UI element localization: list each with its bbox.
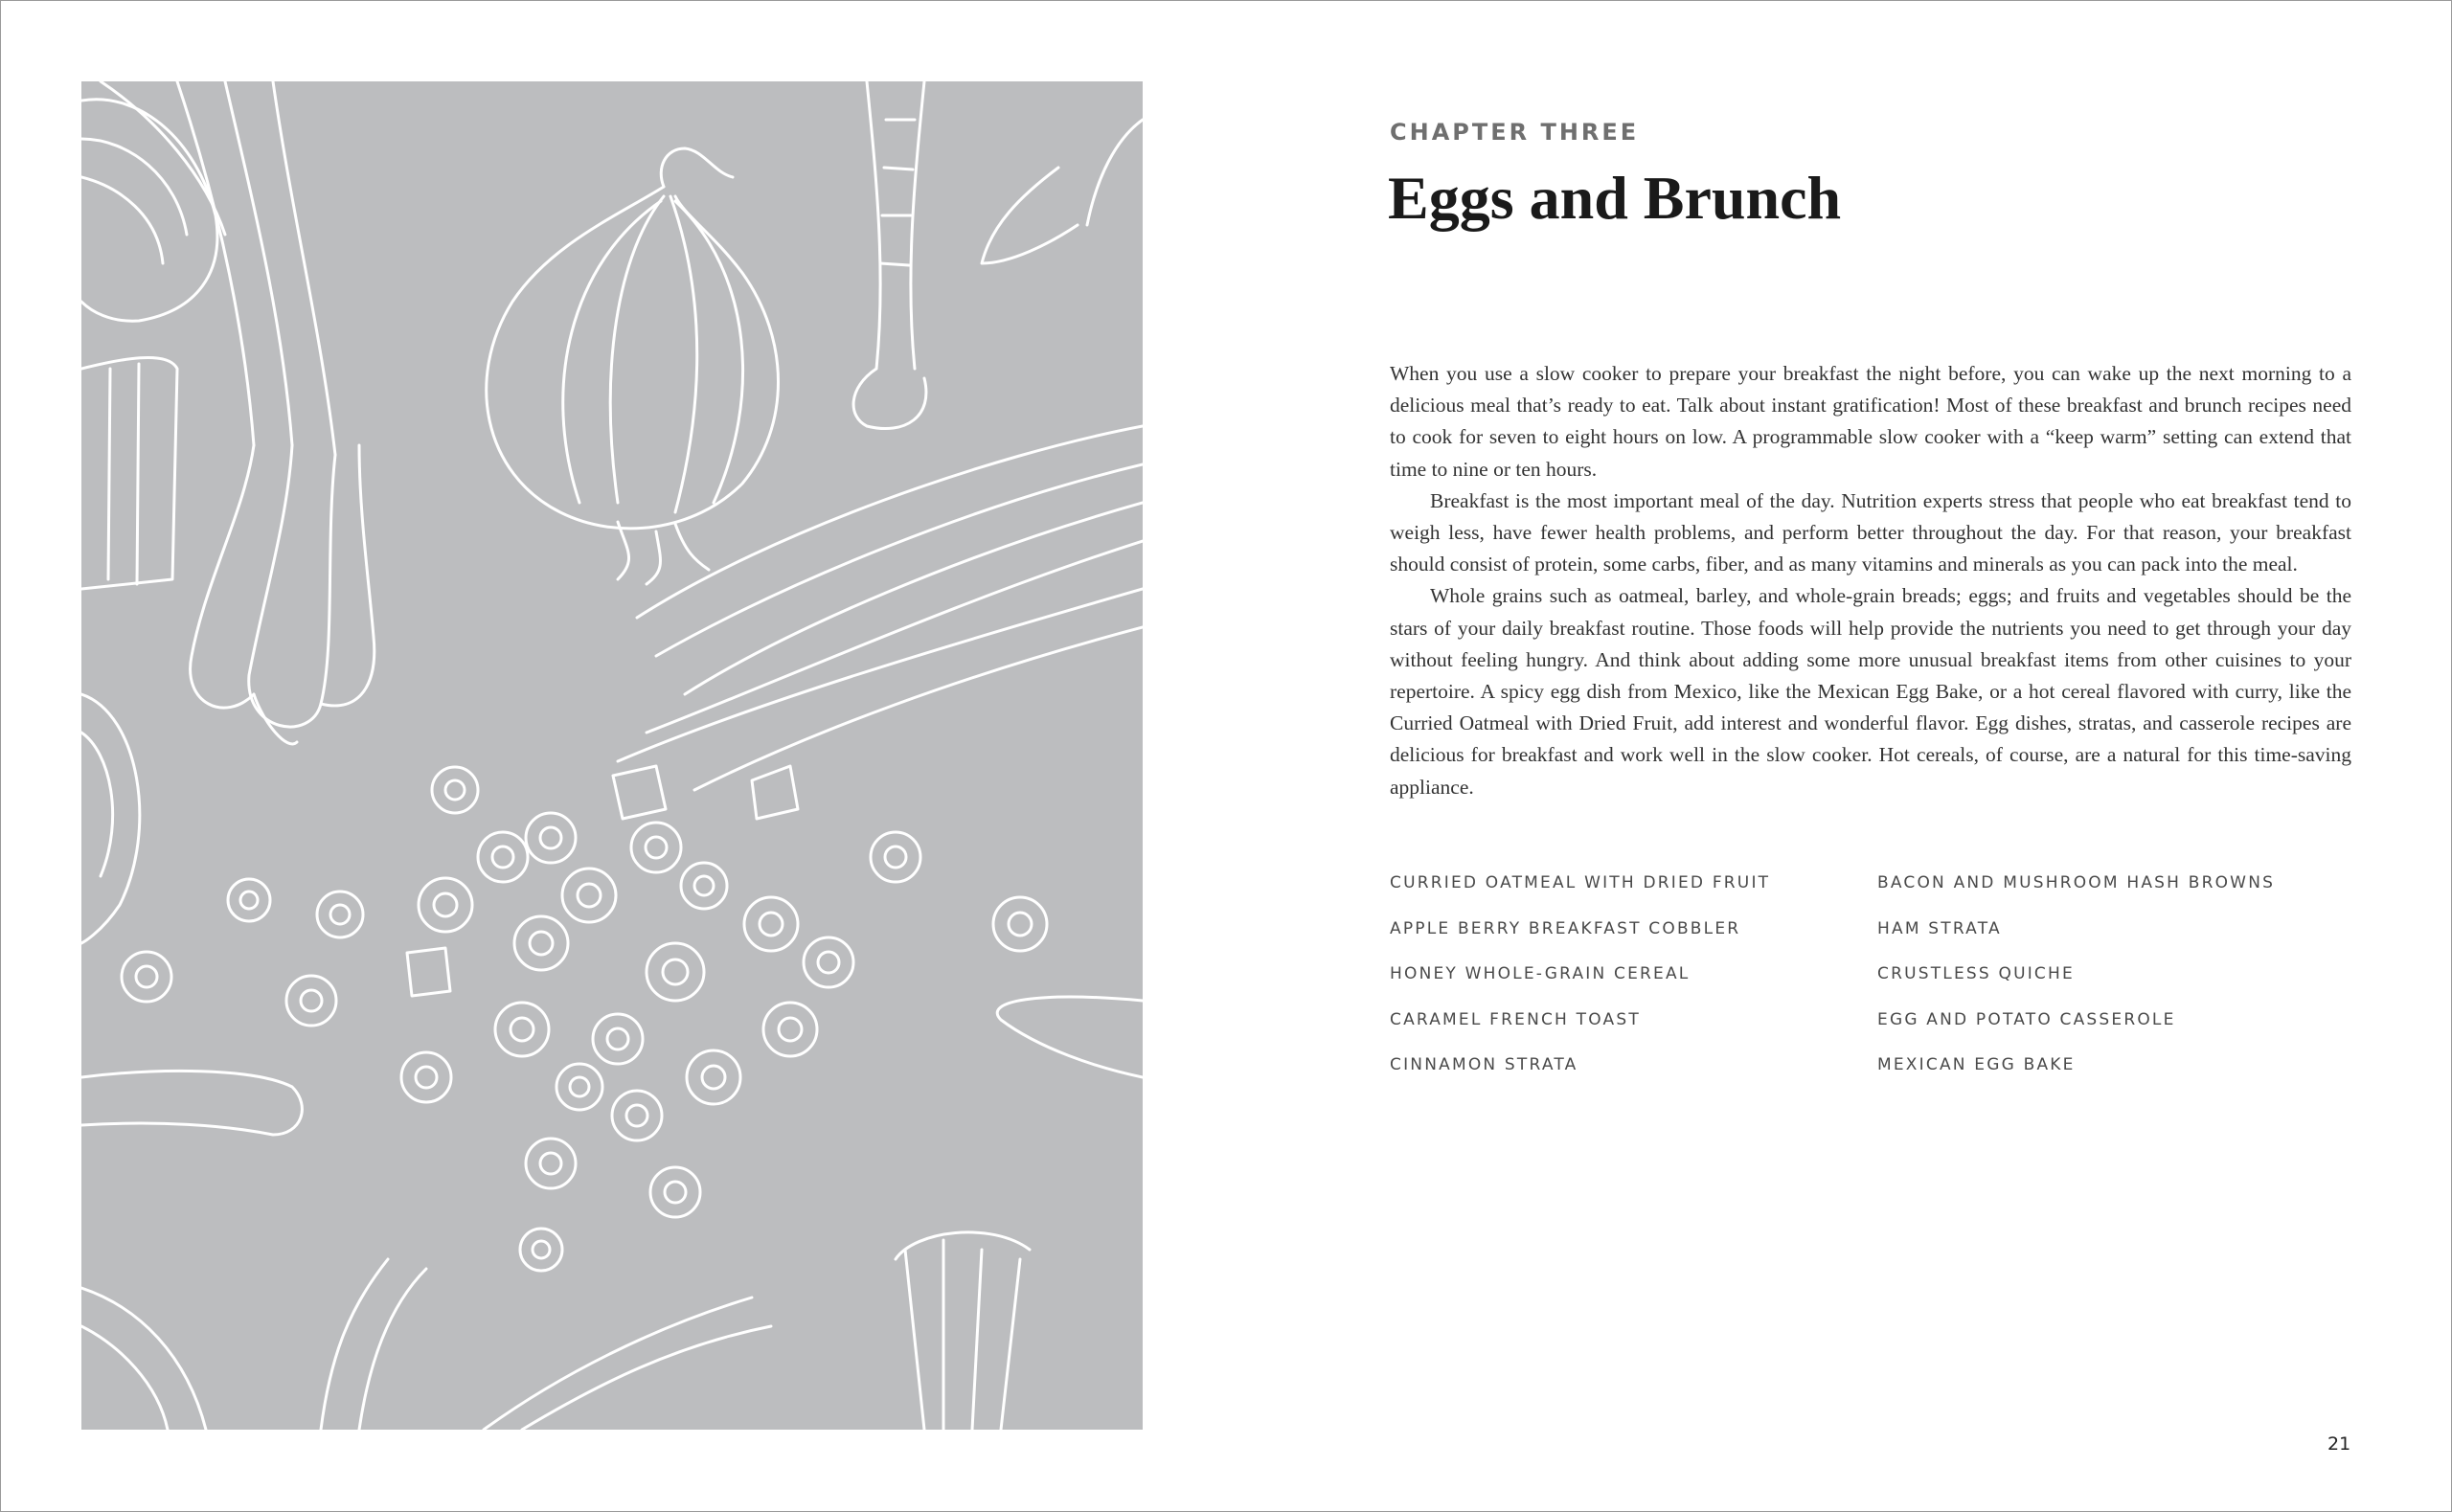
chopped-onion-rings — [122, 766, 1047, 1271]
recipe-list-left — [1390, 871, 1770, 1099]
intro-paragraph: Breakfast is the most important meal of the day. Nutrition experts stress that people who eat breakfast tend to weigh less, have fewer health problems, and perform better throughout the day. For that reason, your breakfast should consist of protein, some carbs, fiber, and as many vitamins and minerals as you can pack into the meal. — [1390, 488, 2351, 576]
intro-paragraph: When you use a slow cooker to prepare your breakfast the night before, you can wake up the next morning to a delicious meal that’s ready to eat. Talk about instant gratification! Most of these breakfast and brunch recipes need to cook for seven to eight hours on low. A programmable slow cooker with a “keep warm” setting can extend that time to nine or ten hours. — [1390, 362, 2351, 481]
leek-top — [853, 81, 1143, 429]
chapter-title: Eggs and Brunch — [1388, 164, 1842, 232]
recipe-list-right — [1877, 871, 2275, 1099]
recipe-item: MEXICAN EGG BAKE — [1877, 1055, 2076, 1074]
intro-text — [1390, 358, 2351, 803]
knife-handle — [81, 1071, 302, 1135]
recipe-item: APPLE BERRY BREAKFAST COBBLER — [1390, 918, 1741, 938]
recipe-item: CRUSTLESS QUICHE — [1877, 964, 2075, 983]
line-art-drawing — [81, 81, 1143, 1430]
onion-bulb — [487, 148, 779, 584]
recipe-item: CINNAMON STRATA — [1390, 1055, 1578, 1074]
recipe-item: HONEY WHOLE-GRAIN CEREAL — [1390, 964, 1691, 983]
recipe-item: CURRIED OATMEAL WITH DRIED FRUIT — [1390, 873, 1771, 892]
green-onion-stalk — [177, 81, 375, 744]
chapter-label: CHAPTER THREE — [1390, 119, 1640, 146]
left-edge-squash — [81, 81, 225, 943]
recipe-item: EGG AND POTATO CASSEROLE — [1877, 1009, 2176, 1029]
long-leaves — [618, 426, 1143, 1077]
recipe-item: CARAMEL FRENCH TOAST — [1390, 1009, 1641, 1029]
vegetable-illustration — [81, 81, 1143, 1430]
intro-paragraph: Whole grains such as oatmeal, barley, and whole-grain breads; eggs; and fruits and vegetables should be the stars of your daily breakfast routine. Those foods will help provide the nutrients you need to get through your day without feeling hungry. And think about adding some more unusual breakfast items from other cuisines to your repertoire. A spicy egg dish from Mexico, like the Mexican Egg Bake, or a hot cereal flavored with curry, like the Curried Oatmeal with Dried Fruit, add interest and wonderful flavor. Egg dishes, stratas, and casserole recipes are delicious for breakfast and work well in the slow cooker. Hot cereals, of course, are a natural for this time-saving appliance. — [1390, 584, 2351, 799]
bottom-herbs — [81, 1232, 1030, 1430]
page-number: 21 — [2327, 1433, 2351, 1455]
recipe-item: BACON AND MUSHROOM HASH BROWNS — [1877, 873, 2276, 892]
recipe-item: HAM STRATA — [1877, 918, 2002, 938]
